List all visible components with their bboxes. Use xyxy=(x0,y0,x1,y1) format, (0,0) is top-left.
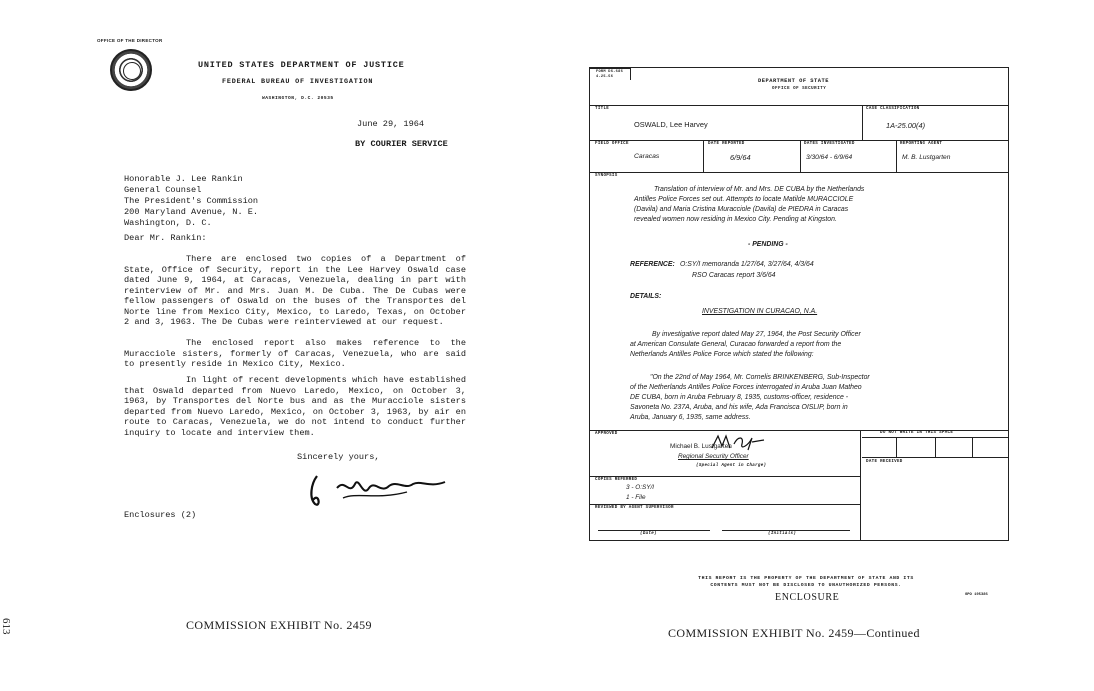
delivery-method: BY COURIER SERVICE xyxy=(355,139,448,149)
agency-line-1: UNITED STATES DEPARTMENT OF JUSTICE xyxy=(198,60,405,70)
case-classification-value: 1A-25.00(4) xyxy=(886,121,926,130)
state-department-report-form xyxy=(589,67,1009,541)
case-classification-label: CASE CLASSIFICATION xyxy=(866,107,920,111)
reference-line-2: RSO Caracas report 3/6/64 xyxy=(692,272,776,279)
date-reported-label: DATE REPORTED xyxy=(708,142,745,146)
property-notice xyxy=(676,575,936,589)
synopsis-label: SYNOPSIS xyxy=(595,174,618,178)
synopsis-line-1: Translation of interview of Mr. and Mrs. DE CUBA by the Netherlands xyxy=(654,186,865,193)
form-number: FORM DS-686 4-25-56 xyxy=(596,70,624,79)
reference-line-1: O:SY/I memoranda 1/27/64, 3/27/64, 4/3/64 xyxy=(680,261,814,268)
approved-label: APPROVED xyxy=(595,432,618,436)
form-heading-1: DEPARTMENT OF STATE xyxy=(758,78,829,84)
field-office-label: FIELD OFFICE xyxy=(595,142,629,146)
approver-role: (Special Agent in Charge) xyxy=(696,464,767,468)
letter-date: June 29, 1964 xyxy=(357,119,425,129)
form-heading-2: OFFICE OF SECURITY xyxy=(772,87,827,91)
synopsis-line-4: revealed women now residing in Mexico City. Pending at Kingston. xyxy=(634,216,837,223)
closing: Sincerely yours, xyxy=(297,452,380,462)
paragraph-1: There are enclosed two copies of a Department of State, Office of Security, report in the Lee Harvey Oswald case dated June 9, 1964, at Caracas, Venezuela, dealing in part with reinterview of Mr. and Mrs. Juan M. De Cuba. The De Cubas were fellow passengers of Oswald on the buses of the Transportes del Norte line from Mexico City, Mexico, to Laredo, Texas, on October 2 and 3, 1963. The De Cubas were reinterviewed at our request. xyxy=(124,254,466,327)
reporting-agent-value: M. B. Lustgarten xyxy=(902,154,951,161)
synopsis-line-2: Antilles Police Forces set out. Attempts to locate Matilde MURACCIOLE xyxy=(634,196,854,203)
quote-line-1: "On the 22nd of May 1964, Mr. Cornelis BRINKENBERG, Sub-Inspector xyxy=(650,374,870,381)
enclosures: Enclosures (2) xyxy=(124,510,197,520)
date-received-label: DATE RECEIVED xyxy=(866,460,903,464)
detail-line-3: Netherlands Antilles Police Force which stated the following: xyxy=(630,351,814,358)
exhibit-caption-right: COMMISSION EXHIBIT No. 2459—Continued xyxy=(668,626,920,640)
details-label: DETAILS: xyxy=(630,293,662,300)
office-label: OFFICE OF THE DIRECTOR xyxy=(97,38,163,43)
quote-line-5: Aruba, January 6, 1935, same address. xyxy=(630,414,751,421)
field-office-value: Caracas xyxy=(634,153,660,160)
approver-title: Regional Security Officer xyxy=(678,453,749,460)
paragraph-3: In light of recent developments which have established that Oswald departed from Nuevo Laredo, Mexico, on October 3, 1963, by Transportes del Norte bus and as the Muracciole sisters departed from Nuevo Laredo, Mexico, on October 3, 1963, by air en route to Caracas, Venezuela, we do not intend to conduct further inquiry to locate and interview them. xyxy=(124,375,466,438)
copies-referred-label: COPIES REFERRED xyxy=(595,478,638,482)
approver-name: Michael B. Lustgarten xyxy=(670,443,732,450)
quote-line-3: DE CUBA, born in Aruba February 8, 1935, customs-officer, residence - xyxy=(630,394,849,401)
reference-label: REFERENCE: xyxy=(630,261,675,268)
exhibit-caption-left: COMMISSION EXHIBIT No. 2459 xyxy=(186,618,372,632)
date-caption: (Date) xyxy=(640,532,657,536)
dates-investigated-label: DATES INVESTIGATED xyxy=(804,142,855,146)
title-value: OSWALD, Lee Harvey xyxy=(634,120,708,129)
synopsis-line-3: (Davila) and Maria Cristina Muracciole (Davila) de PIEDRA in Caracas xyxy=(634,206,849,213)
detail-line-2: at American Consulate General, Curacao forwarded a report from the xyxy=(630,341,842,348)
date-reported-value: 6/9/64 xyxy=(730,153,751,162)
pending-status: - PENDING - xyxy=(748,241,788,248)
page-number: 613 xyxy=(0,618,12,635)
copies-line-2: 1 - File xyxy=(626,494,646,501)
agency-line-3: WASHINGTON, D.C. 20535 xyxy=(262,96,334,101)
paragraph-2: The enclosed report also makes reference to the Muracciole sisters, formerly of Caracas, Venezuela, who are said to presently reside in Mexico City, Mexico. xyxy=(124,338,466,369)
reporting-agent-label: REPORTING AGENT xyxy=(900,142,943,146)
salutation: Dear Mr. Rankin: xyxy=(124,233,207,243)
signature-icon xyxy=(297,470,457,510)
enclosure-mark: ENCLOSURE xyxy=(775,592,840,603)
quote-line-2: of the Netherlands Antilles Police Forces interrogated in Aruba Juan Matheo xyxy=(630,384,862,391)
property-notice-line-1: THIS REPORT IS THE PROPERTY OF THE DEPARTMENT OF STATE AND ITS xyxy=(698,576,914,581)
initials-caption: (Initials) xyxy=(768,532,797,536)
detail-line-1: By investigative report dated May 27, 1964, the Post Security Officer xyxy=(652,331,861,338)
investigation-heading: INVESTIGATION IN CURACAO, N.A. xyxy=(702,308,818,315)
agency-line-2: FEDERAL BUREAU OF INVESTIGATION xyxy=(222,78,374,86)
recipient-address: Honorable J. Lee Rankin General Counsel The President's Commission 200 Maryland Avenue, N. E. Washington, D. C. xyxy=(124,174,259,228)
fbi-seal-icon xyxy=(110,49,152,91)
title-label: TITLE xyxy=(595,107,610,111)
dates-investigated-value: 3/30/64 - 6/9/64 xyxy=(806,154,853,161)
gpo-number: GPO 195386 xyxy=(965,593,988,597)
reviewed-by-label: REVIEWED BY AGENT SUPERVISOR xyxy=(595,506,674,510)
property-notice-line-2: CONTENTS MUST NOT BE DISCLOSED TO UNAUTHORIZED PERSONS. xyxy=(710,583,902,588)
do-not-write-label: DO NOT WRITE IN THIS SPACE xyxy=(880,431,954,435)
copies-line-1: 3 - O:SY/I xyxy=(626,484,655,491)
quote-line-4: Savoneta No. 237A, Aruba, and his wife, Ada Francisca OISLIP, born in xyxy=(630,404,848,411)
